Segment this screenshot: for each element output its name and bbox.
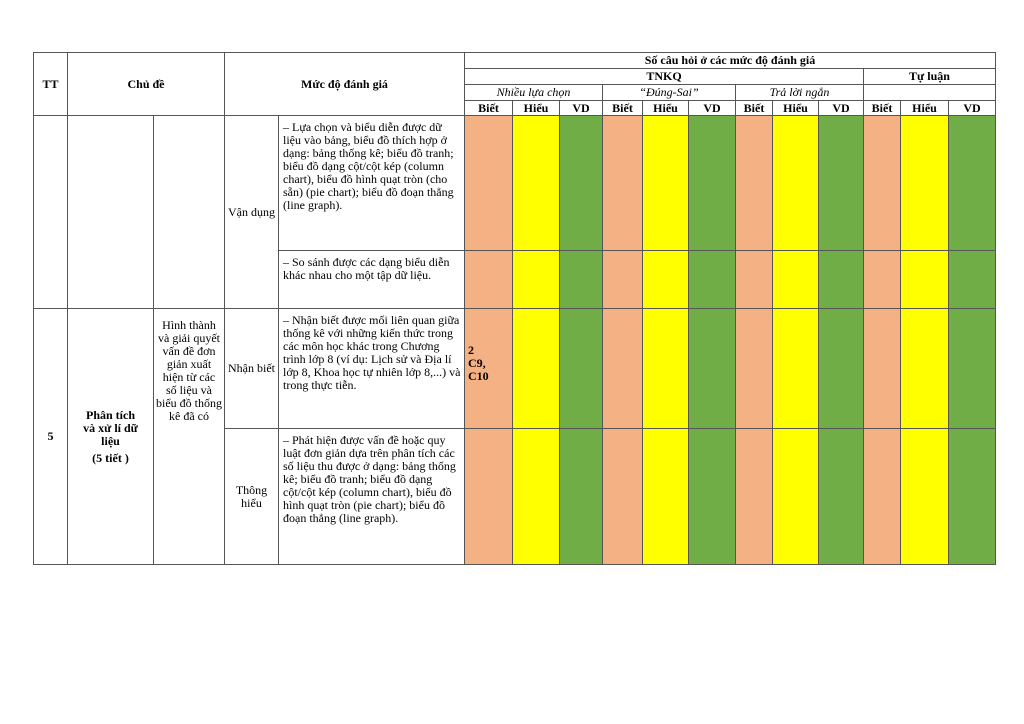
cell-biet bbox=[864, 429, 901, 565]
assessment-matrix-table bbox=[33, 52, 996, 565]
cell-biet bbox=[736, 251, 773, 309]
cell-biet bbox=[736, 429, 773, 565]
level-header: VD bbox=[689, 101, 736, 116]
cell-biet bbox=[736, 309, 773, 429]
header-muc-do: Mức độ đánh giá bbox=[225, 53, 465, 116]
cell-biet bbox=[465, 116, 513, 251]
cell-vd bbox=[560, 116, 603, 251]
cell-vd bbox=[819, 251, 864, 309]
level-thong-hieu: Thông hiểu bbox=[225, 429, 279, 565]
header-tra-loi-ngan: Trả lời ngắn bbox=[736, 85, 864, 101]
level-nhan-biet: Nhận biết bbox=[225, 309, 279, 429]
topic-periods: (5 tiết ) bbox=[92, 450, 129, 465]
cell-hieu bbox=[643, 309, 689, 429]
requirement-desc: – Nhận biết được mối liên quan giữa thống kê với những kiến thức trong các môn học khác trong Chương trình lớp 8 (ví dụ: Lịch sử và Địa lí lớp 8, Khoa học tự nhiên lớp 8,...) và trong thực tiễn. bbox=[279, 309, 465, 429]
cell-hieu bbox=[513, 251, 560, 309]
cell-vd bbox=[689, 429, 736, 565]
level-header: VD bbox=[949, 101, 996, 116]
topic-content: Hình thành và giải quyết vấn đề đơn giản xuất hiện từ các số liệu và biểu đồ thống kê đã có bbox=[154, 309, 225, 565]
topic-name bbox=[68, 309, 154, 565]
level-van-dung: Vận dụng bbox=[225, 116, 279, 309]
cell-biet bbox=[864, 251, 901, 309]
cell-vd bbox=[560, 429, 603, 565]
cell-vd bbox=[819, 309, 864, 429]
cell-hieu bbox=[643, 251, 689, 309]
level-header: VD bbox=[560, 101, 603, 116]
cell-vd bbox=[949, 429, 996, 565]
requirement-desc: – Lựa chọn và biểu diễn được dữ liệu vào bảng, biểu đồ thích hợp ở dạng: bảng thống kê; biểu đồ tranh; biểu đồ dạng cột/cột kép (column chart), biểu đồ hình quạt tròn (cho sẵn) (pie chart); biểu đồ đoạn thẳng (line graph). bbox=[279, 116, 465, 251]
cell-hieu bbox=[901, 251, 949, 309]
header-tnkq: TNKQ bbox=[465, 69, 864, 85]
cell-hieu bbox=[643, 429, 689, 565]
cell-biet bbox=[603, 116, 643, 251]
level-header: Biết bbox=[465, 101, 513, 116]
question-ids: C10 bbox=[468, 369, 489, 383]
question-ids: C9, bbox=[468, 356, 486, 370]
cell-hieu bbox=[773, 251, 819, 309]
topic-name-line: Phân tích bbox=[85, 407, 135, 422]
header-tu-luan: Tự luận bbox=[864, 69, 996, 85]
cell-biet bbox=[465, 429, 513, 565]
cell-biet bbox=[603, 309, 643, 429]
cell-hieu bbox=[643, 116, 689, 251]
cell-hieu bbox=[901, 309, 949, 429]
cell-hieu bbox=[773, 429, 819, 565]
level-header: Hiểu bbox=[901, 101, 949, 116]
cell-hieu bbox=[901, 429, 949, 565]
level-header: Biết bbox=[736, 101, 773, 116]
cell-vd bbox=[560, 251, 603, 309]
cell-hieu bbox=[513, 429, 560, 565]
level-header: Biết bbox=[864, 101, 901, 116]
cell-biet bbox=[465, 251, 513, 309]
header-chu-de: Chủ đề bbox=[68, 53, 225, 116]
cell-vd bbox=[949, 251, 996, 309]
level-header: VD bbox=[819, 101, 864, 116]
topic-name-line: và xử lí dữ bbox=[83, 420, 138, 435]
requirement-desc: – Phát hiện được vấn đề hoặc quy luật đơn giản dựa trên phân tích các số liệu thu được ở dạng: bảng thống kê; biểu đồ tranh; biểu đồ dạng cột/cột kép (column chart), biểu đồ hình quạt tròn (pie chart); biểu đồ đoạn thẳng (line graph). bbox=[279, 429, 465, 565]
cell-biet bbox=[864, 116, 901, 251]
cell-hieu bbox=[901, 116, 949, 251]
cell-hieu bbox=[773, 309, 819, 429]
question-count-cell bbox=[465, 309, 513, 429]
level-header: Hiểu bbox=[643, 101, 689, 116]
header-dung-sai: “Đúng-Sai” bbox=[603, 85, 736, 101]
cell-vd bbox=[949, 309, 996, 429]
cell-vd bbox=[560, 309, 603, 429]
cell-vd bbox=[689, 251, 736, 309]
level-header: Hiểu bbox=[773, 101, 819, 116]
cell-biet bbox=[864, 309, 901, 429]
requirement-desc: – So sánh được các dạng biểu diễn khác nhau cho một tập dữ liệu. bbox=[279, 251, 465, 309]
cell-vd bbox=[689, 309, 736, 429]
topic-name-line: liệu bbox=[101, 433, 120, 448]
cell-vd bbox=[949, 116, 996, 251]
cell-biet bbox=[603, 251, 643, 309]
level-header: Biết bbox=[603, 101, 643, 116]
level-header: Hiểu bbox=[513, 101, 560, 116]
topic-number: 5 bbox=[34, 309, 68, 565]
question-count: 2 bbox=[468, 343, 474, 357]
cell-hieu bbox=[513, 116, 560, 251]
cell-vd bbox=[689, 116, 736, 251]
content-blank bbox=[154, 116, 225, 309]
cell-vd bbox=[819, 429, 864, 565]
cell-biet bbox=[736, 116, 773, 251]
cell-hieu bbox=[513, 309, 560, 429]
cell-vd bbox=[819, 116, 864, 251]
header-tu-luan-blank bbox=[864, 85, 996, 101]
header-so-cau-hoi: Số câu hỏi ở các mức độ đánh giá bbox=[465, 53, 996, 69]
cell-hieu bbox=[773, 116, 819, 251]
header-tt: TT bbox=[34, 53, 68, 116]
tt-blank bbox=[34, 116, 68, 309]
cell-biet bbox=[603, 429, 643, 565]
header-nhieu-lua-chon: Nhiều lựa chọn bbox=[465, 85, 603, 101]
topic-blank bbox=[68, 116, 154, 309]
